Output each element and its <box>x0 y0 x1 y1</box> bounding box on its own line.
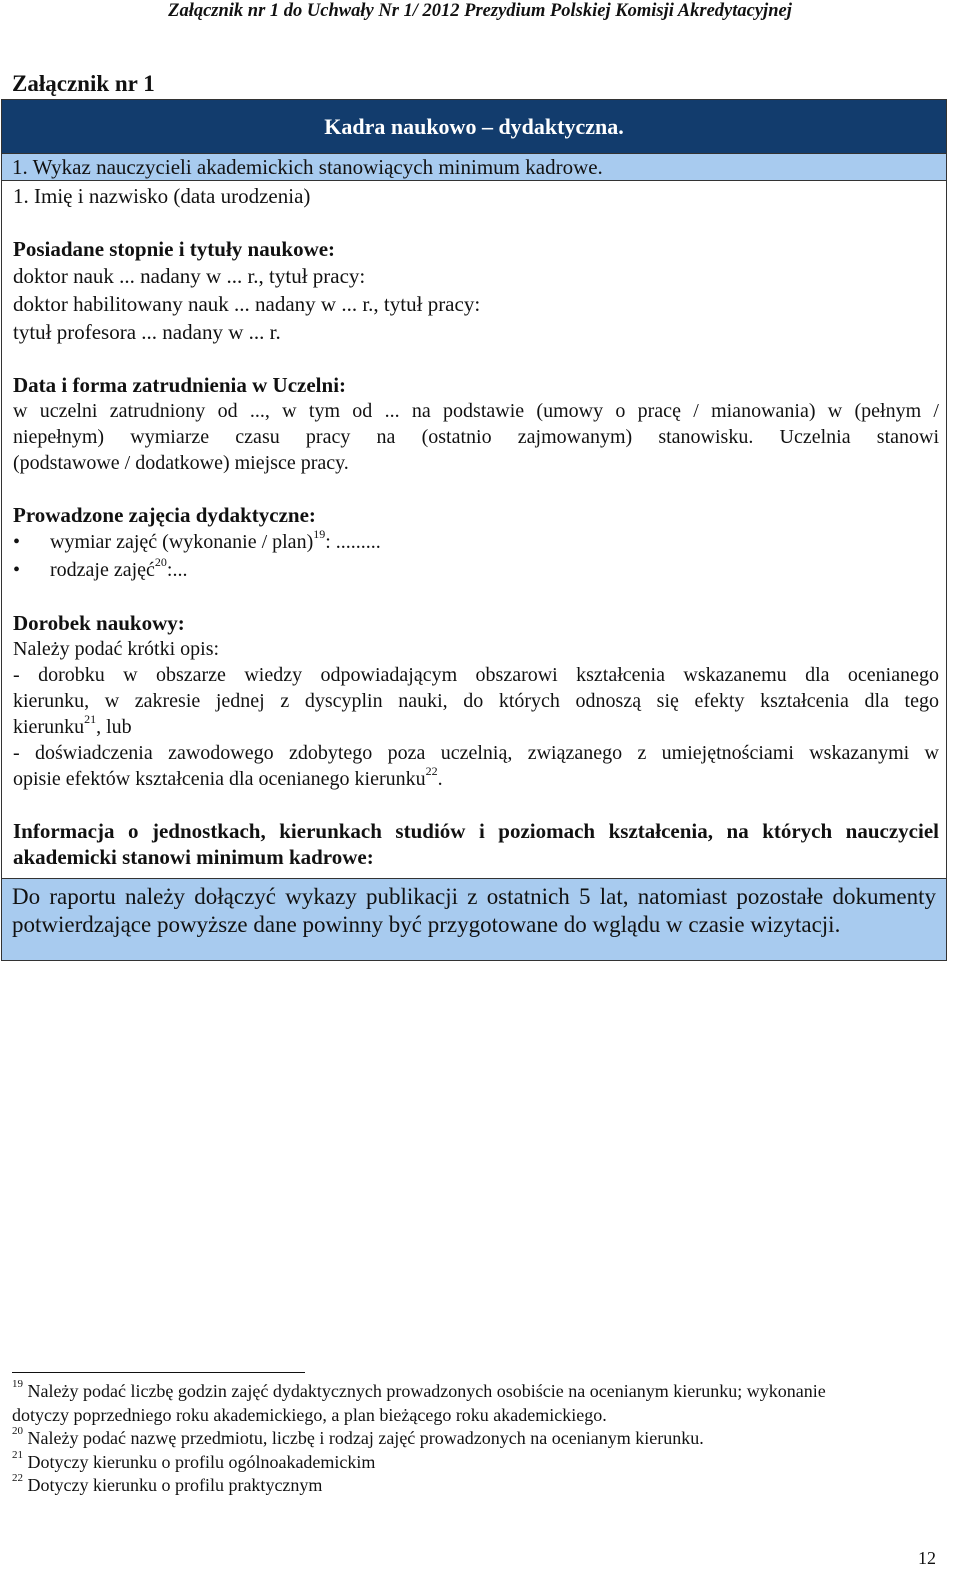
employment-line-2: niepełnym) wymiarze czasu pracy na (ostatnio zajmowanym) stanowisku. Uczelnia stanowi <box>13 426 939 448</box>
footnote-22: $^{22}$ Dotyczy kierunku o profilu praktycznym <box>12 1472 323 1495</box>
footnote-ref-21: 21 <box>84 712 97 727</box>
classes-item-scope: • wymiar zajęć (wykonanie / plan)$^{19}$: ......... <box>13 528 939 556</box>
classes-item-types: • rodzaje zajęć$^{20}$:... <box>13 556 939 584</box>
footnotes <box>12 1380 936 1498</box>
degree-doctor: doktor nauk ... nadany w ... r., tytuł pracy: <box>13 264 366 288</box>
document-header: Załącznik nr 1 do Uchwały Nr 1/ 2012 Prezydium Polskiej Komisji Akredytacyjnej <box>168 1 792 21</box>
units-heading-line-1: Informacja o jednostkach, kierunkach studiów i poziomach kształcenia, na których nauczyciel <box>13 819 939 843</box>
employment-line-3: (podstawowe / dodatkowe) miejsce pracy. <box>13 452 349 474</box>
section-subtitle-bar: 1. Wykaz nauczycieli akademickich stanowiących minimum kadrowe. <box>2 153 946 181</box>
page-number: 12 <box>918 1548 936 1568</box>
footnote-19-continued: dotyczy poprzedniego roku akademickiego, a plan bieżącego roku akademickiego. <box>12 1404 607 1425</box>
name-heading: 1. Imię i nazwisko (data urodzenia) <box>13 184 311 208</box>
degree-professor: tytuł profesora ... nadany w ... r. <box>13 320 281 344</box>
footnote-ref-22: 22 <box>425 764 438 779</box>
research-line-1: - dorobku w obszarze wiedzy odpowiadającym obszarowi kształcenia wskazanemu dla ocenianego <box>13 664 939 686</box>
footnote-separator <box>12 1372 305 1373</box>
attachments-note: Do raportu należy dołączyć wykazy publikacji z ostatnich 5 lat, natomiast pozostałe dokumenty potwierdzające powyższe dane powinny być przygotowane do wglądu w czasie wizytacji. <box>2 878 946 960</box>
form-content <box>13 182 939 870</box>
employment-heading: Data i forma zatrudnienia w Uczelni: <box>13 373 347 397</box>
degrees-heading: Posiadane stopnie i tytuły naukowe: <box>13 237 336 261</box>
footnote-ref-20: 20 <box>154 555 167 570</box>
employment-line-1: w uczelni zatrudniony od ..., w tym od ... na podstawie (umowy o pracę / mianowania) w (pełnym / <box>13 400 939 422</box>
units-heading-line-2: akademicki stanowi minimum kadrowe: <box>13 845 374 869</box>
footnote-ref-19: 19 <box>313 527 326 542</box>
footnote-21: $^{21}$ Dotyczy kierunku o profilu ogólnoakademickim <box>12 1448 376 1472</box>
section-title-bar: Kadra naukowo – dydaktyczna. <box>2 100 946 153</box>
research-line-2: kierunku, w zakresie jednej z dyscyplin nauki, do których odnoszą się efekty kształcenia dla tego <box>13 690 939 712</box>
classes-list <box>13 528 939 584</box>
research-line-5: opisie efektów kształcenia dla ocenianego kierunku$^{22}$. <box>13 764 443 790</box>
footnote-20: $^{20}$ Należy podać nazwę przedmiotu, liczbę i rodzaj zajęć prowadzonych na ocenianym kierunku. <box>12 1425 704 1448</box>
research-line-4: - doświadczenia zawodowego zdobytego poza uczelnią, związanego z umiejętnościami wskazanymi w <box>13 742 939 764</box>
degree-habilitation: doktor habilitowany nauk ... nadany w ... r., tytuł pracy: <box>13 292 481 316</box>
research-intro: Należy podać krótki opis: <box>13 638 220 660</box>
classes-heading: Prowadzone zajęcia dydaktyczne: <box>13 503 316 527</box>
research-heading: Dorobek naukowy: <box>13 611 185 635</box>
staff-form-frame <box>1 99 947 961</box>
attachment-title: Załącznik nr 1 <box>12 71 155 96</box>
footnote-19: $^{19}$ Należy podać liczbę godzin zajęć dydaktycznych prowadzonych osobiście na ocenianym kierunku; wykonanie <box>12 1378 826 1401</box>
research-line-3: kierunku$^{21}$, lub <box>13 712 132 738</box>
